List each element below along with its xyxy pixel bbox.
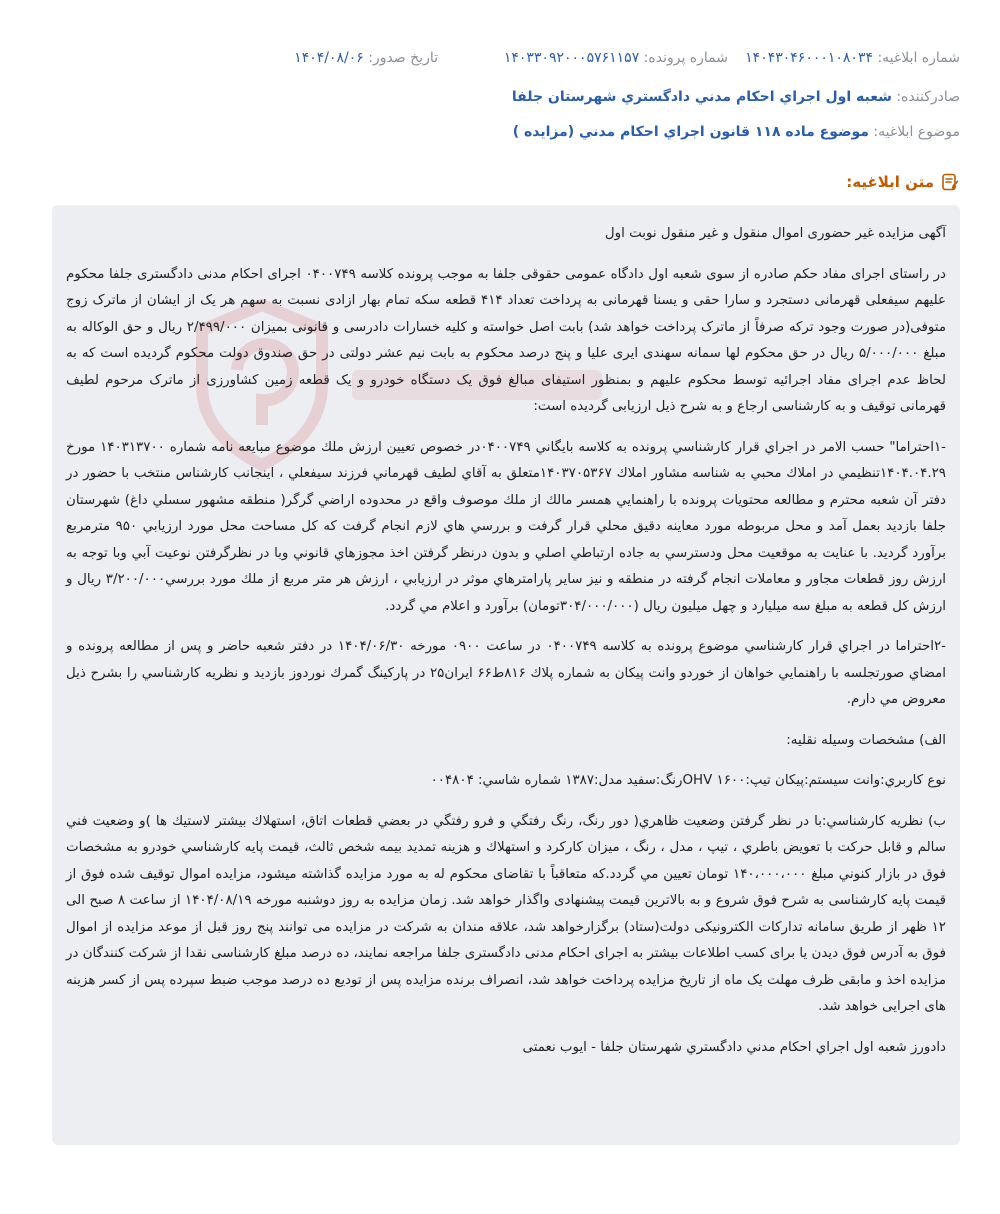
notice-paragraph-vehicle: -۲احتراما در اجراي قرار كارشناسي موضوع پرونده به كلاسه ۰۴۰۰۷۴۹ در ساعت ۰۹۰۰ مورخه ۱۴۰۴/۰۶/۳۰ در دفتر شعبه حاضر و پس از مطالعه پرونده و امضاي صورتجلسه با راهنمايي خواهان از خوردو وانت پيكان به شماره پلاك ۸۱۶ط۶۶ ايران۲۵ در پاركينگ گمرك نوردوز بازديد و نظريه كارشناسي را بشرح ذيل معروض مي دارم. [66, 639, 947, 707]
notice-number [728, 48, 960, 68]
document-note-icon [940, 172, 960, 192]
notice-content-box [52, 205, 960, 1145]
signature-line: دادورز شعبه اول اجراي احكام مدني دادگستري شهرستان جلفا - ایوب نعمتی [522, 1039, 946, 1055]
issue-date [294, 48, 438, 68]
notice-meta-row [40, 48, 960, 68]
expert-opinion-paragraph: ب) نظريه كارشناسي:با در نظر گرفتن وضعيت ظاهري( دور رنگ، رنگ رفتگي و فرو رفتگي در بعضي قطعات اتاق، استهلاك بيشتر لاستيك ها )و وضعيت فني سالم و قابل حركت با تعويض باطري ، تيپ ، مدل ، رنگ ، ميزان كاركرد و استهلاك و هزينه تمديد بيمه شخص ثالث، قيمت پايه كارشناسي خودرو به مشخصات فوق در بازار كنوني مبلغ ۱۴۰،۰۰۰،۰۰۰ تومان تعيين مي گردد.که متعاقباً با تقاضای محکوم له به مورد مزایده گذاشته میشود، مزایده اموال توقیف شده فوق از قیمت پایه کارشناسی به شرح فوق شروع و به بالاترین قیمت پیشنهادی واگذار خواهد شد. زمان مزایده به روز دوشنبه مورخه ۱۴۰۴/۰۸/۱۹ از ساعت ۸ صبح الی ۱۲ ظهر از طریق سامانه تدارکات الکترونیکی دولت(ستاد) برگزارخواهد شد، علاقه مندان به شرکت در مزایده می توانند پنج روز قبل از موعد مزایده از اموال فوق به آدرس فوق دیدن یا برای کسب اطلاعات بیشتر به اجرای احکام مدنی دادگستری جلفا مراجعه نمایند، ده درصد مبلغ کارشناسی نقدا از شرکت کنندگان در مزایده اخذ و مابقی ظرف مهلت یک ماه از تاریخ مزایده پرداخت خواهد شد، انصراف برنده مزایده پس از تودیع ده درصد موجب ضبط سپرده پس از کسر هزینه های اجرایی خواهد شد. [66, 813, 946, 1014]
subject-row [40, 122, 960, 142]
subject-value: موضوع ماده ۱۱۸ قانون اجراي احكام مدني (مزايده ) [512, 124, 869, 140]
case-number [438, 48, 728, 68]
issuer-value: شعبه اول اجراي احكام مدني دادگستري شهرستان جلفا [511, 89, 892, 105]
notice-paragraph-1: در راستای اجرای مفاد حکم صادره از سوی شعبه اول دادگاه عمومی حقوقی جلفا به موجب پرونده کلاسه ۰۴۰۰۷۴۹ اجرای احکام مدنی دادگستری جلفا محکوم علیهم سیفعلی قهرمانی دستجرد و سارا حقی و یسنا قهرمانی به پرداخت تعداد ۴۱۴ قطعه سکه تمام بهار ازادی نسبت به سهم هر یک از ایشان از ماترک زوج متوفی(در صورت وجود ترکه صرفاً از ماترک پرداخت خواهد شد) بابت اصل خواسته و کلیه خسارات دادرسی و قانونی بمیزان ۲/۴۹۹/۰۰۰ ریال و حق الوکاله به مبلغ ۵/۰۰۰/۰۰۰ ریال در حق محکوم لها سمانه سهندی ایری علیا و پنج درصد محکوم به بابت نیم عشر دولتی در حق صندوق دولت محکوم گردیده است که به لحاظ عدم اجرای مفاد اجرائیه توسط محکوم علیهم و بمنظور استیفای مبالغ فوق یک دستگاه خودرو و یک قطعه زمین کشاورزی از ماترک مرحوم لطیف قهرمانی توقیف و به کارشناسی ارجاع و به شرح ذیل ارزیابی گردیده است: [66, 266, 947, 414]
notice-text-title: متن ابلاغیه: [846, 173, 934, 191]
case-number-value: ۱۴۰۳۳۰۹۲۰۰۰۵۷۶۱۱۵۷ [503, 50, 640, 66]
notice-number-value: ۱۴۰۴۳۰۴۶۰۰۰۱۰۸۰۳۴ [745, 50, 873, 66]
notice-paragraph-land: -۱احتراما" حسب الامر در اجراي قرار كارشناسي پرونده به كلاسه بايگاني ۰۴۰۰۷۴۹در خصوص تعيين ارزش ملك موضوع مبايعه نامه شماره ۱۴۰۳۱۳۷۰۰ مورخ ۱۴۰۴.۰۴.۲۹تنظيمي در املاك محبي به شناسه مشاور املاك ۱۴۰۳۷۰۵۳۶۷متعلق به آقاي لطيف قهرماني فرزند سيفعلي ، اينجانب كارشناس منتخب با حضور در دفتر آن شعبه محترم و مطالعه محتويات پرونده با راهنمايي همسر مالك از ملك موصوف واقع در محدوده اراضي گرگر( منطقه مشهور سسلي داغ) شهرستان جلفا بازديد بعمل آمد و محل مربوطه مورد معاينه دقيق محلي قرار گرفت و بررسي هاي لازم انجام گرفت كه كل مساحت محل مورد ارزيابي ۹۵۰ مترمربع برآورد گرديد. با عنايت به موقعيت محل ودسترسي به جاده ارتباطي اصلي و بدون درنظر گرفتن اخذ مجوزهاي قانوني وبا در نظرگرفتن نوعيت آبي وبا توجه به ارزش روز قطعات مجاور و معاملات انجام گرفته در منطقه و نيز ساير پارامترهاي موثر در ارزيابي ، ارزش هر متر مربع از ملك مورد بررسي۳/۲۰۰/۰۰۰ ريال و ارزش كل قطعه به مبلغ سه ميليارد و چهل ميليون ريال (۳۰۴/۰۰۰/۰۰۰تومان) برآورد و اعلام مي گردد. [66, 439, 946, 614]
vehicle-specs-line: نوع كاربري:وانت سيستم:پيكان تيپ:۱۶۰۰ OHVرنگ:سفيد مدل:۱۳۸۷ شماره شاسي: ۰۰۴۸۰۴ [430, 773, 946, 788]
notice-text-heading [846, 172, 960, 192]
issuer-label: صادرکننده: [896, 89, 960, 105]
case-number-label: شماره پرونده: [643, 50, 728, 66]
notice-number-label: شماره ابلاغیه: [877, 50, 960, 66]
issue-date-value: ۱۴۰۴/۰۸/۰۶ [294, 50, 364, 66]
subject-label: موضوع ابلاغیه: [873, 124, 960, 140]
notice-heading-line: آگهی مزایده غیر حضوری اموال منقول و غیر منقول نوبت اول [604, 226, 946, 241]
vehicle-specs-heading: الف) مشخصات وسيله نقليه: [786, 732, 946, 748]
issuer-row [40, 87, 960, 107]
issue-date-label: تاریخ صدور: [368, 50, 438, 66]
